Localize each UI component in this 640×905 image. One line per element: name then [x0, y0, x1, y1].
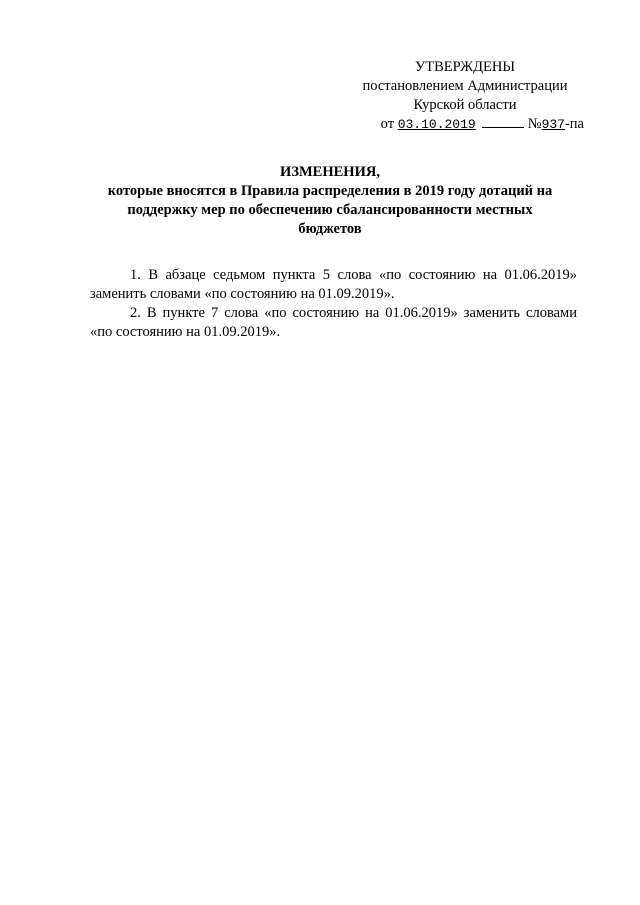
document-body — [90, 266, 577, 342]
approval-number: 937 — [541, 117, 565, 132]
paragraph-2-line-1: 2. В пункте 7 слова «по состоянию на 01.06.2019» заменить словами — [130, 305, 577, 321]
paragraph-2 — [90, 304, 577, 342]
title-sub-line-3: бюджетов — [298, 221, 362, 237]
number-label: № — [527, 116, 542, 132]
paragraph-1-line-2: заменить словами «по состоянию на 01.09.2019». — [90, 286, 395, 302]
paragraph-1 — [90, 266, 577, 304]
title-sub-line-2: поддержку мер по обеспечению сбалансированности местных — [127, 202, 533, 218]
document-title — [80, 163, 580, 239]
paragraph-2-line-2: «по состоянию на 01.09.2019». — [90, 324, 281, 340]
approval-region: Курской области — [413, 97, 517, 113]
approval-date: 03.10.2019 — [397, 117, 476, 132]
title-sub-line-1: которые вносятся в Правила распределения в 2019 году дотаций на — [107, 183, 553, 199]
approval-issuer: постановлением Администрации — [362, 78, 568, 94]
approval-date-line — [340, 115, 590, 134]
number-suffix: -па — [564, 116, 584, 132]
title-main: ИЗМЕНЕНИЯ, — [280, 164, 380, 180]
approval-heading: УТВЕРЖДЕНЫ — [414, 59, 516, 75]
blank-underline — [482, 115, 524, 128]
paragraph-1-line-1: 1. В абзаце седьмом пункта 5 слова «по состоянию на 01.06.2019» — [130, 267, 577, 283]
from-label: от — [380, 116, 395, 132]
approval-stamp — [340, 58, 590, 134]
